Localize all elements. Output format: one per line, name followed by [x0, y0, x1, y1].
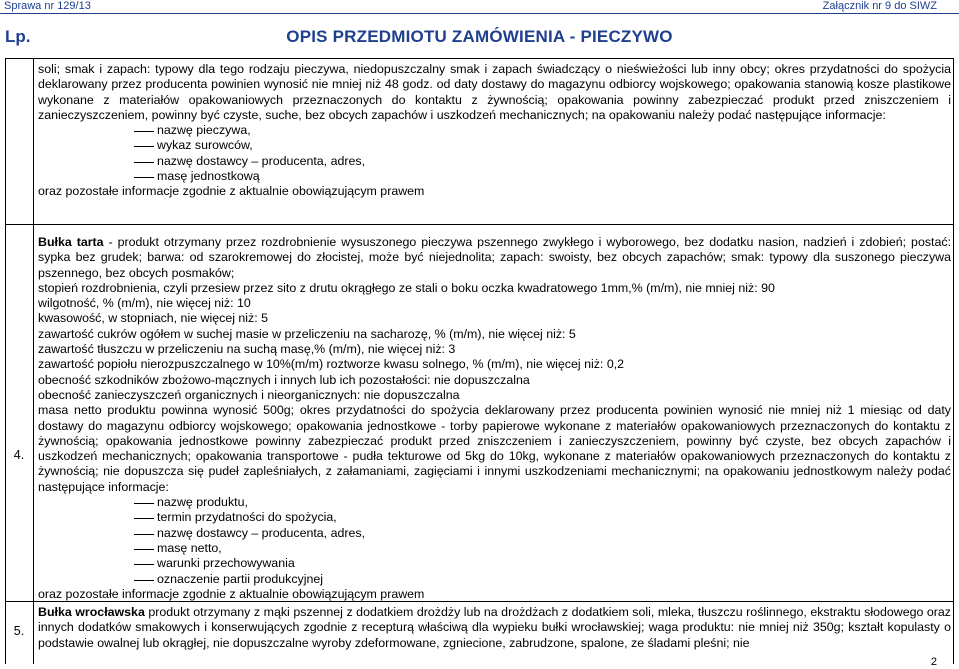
column-divider [33, 59, 34, 664]
specification-table [5, 58, 954, 664]
page-number: 2 [930, 656, 937, 668]
list-item: masę jednostkową [38, 169, 951, 184]
list-item: warunki przechowywania [38, 556, 951, 571]
list-item: nazwę dostawcy – producenta, adres, [38, 526, 951, 541]
case-reference: Sprawa nr 129/13 [4, 0, 91, 12]
list-item: nazwę dostawcy – producenta, adres, [38, 154, 951, 169]
row-4-label-list [38, 495, 951, 587]
row-3-paragraph: soli; smak i zapach: typowy dla tego rodzaju pieczywa, niedopuszczalny smak i zapach świadczący o nieświeżości lub inny obcy; okres przydatności do spożycia deklarowany przez producenta powinien wynosić nie mniej niż 48 godz. od daty dostawy do magazynu odbiorcy wojskowego; opakowania stanowią kosze plastikowe wykonane z materiałów opakowaniowych przeznaczonych do kontaktu z żywnością; opakowania powinny zabezpieczać produkt przed zniszczeniem i zanieczyszczeniem, powinny być czyste, suche, bez obcych zapachów i uszkodzeń mechanicznych; na opakowaniu należy podać następujące informacje: [38, 62, 951, 122]
row-3-label-list [38, 123, 951, 184]
row-4-description [38, 235, 951, 602]
product-description: - produkt otrzymany przez rozdrobnienie wysuszonego pieczywa pszennego zwykłego i wyborowego, bez dodatku nasion, nadzień i zdobień; postać: sypka bez grudek; barwa: od szarokremowej do złocistej, może być niejednolita; zapach: swoisty, bez obcych zapachów; smak: typowy dla suszonego pieczywa pszennego, bez obcych posmaków; [38, 235, 952, 280]
page-title: OPIS PRZEDMIOTU ZAMÓWIENIA - PIECZYWO [286, 27, 673, 46]
spec-line: zawartość popiołu nierozpuszczalnego w 10%(m/m) roztworze kwasu solnego, % (m/m), nie więcej niż: 0,2 [38, 357, 625, 372]
row-4-packaging: masa netto produktu powinna wynosić 500g; okres przydatności do spożycia deklarowany przez producenta powinien wynosić nie mniej niż 1 miesiąc od daty dostawy do magazynu odbiorcy wojskowego; opakowania jednostkowe - torby papierowe wykonane z materiałów opakowaniowych przeznaczonych do kontaktu z żywnością; opakowania jednostkowe powinny zabezpieczać produkt przed zniszczeniem i zanieczyszczeniem, powinny być czyste, bez obcych zapachów i uszkodzeń mechanicznych; opakowania transportowe - pudła tekturowe od 5kg do 10kg, wykonane z materiałów opakowaniowych przeznaczonych do kontaktu z żywnością; nie dopuszcza się pudeł zapleśniałych, z załamaniami, zagięciami i innymi uszkodzeniami mechanicznymi; na opakowaniu jednostkowym należy podać następujące informacje: [38, 403, 951, 494]
row-number: 4. [13, 448, 25, 462]
table-border-left [5, 59, 6, 664]
list-item: nazwę pieczywa, [38, 123, 951, 138]
spec-line: obecność zanieczyszczeń organicznych i nieorganicznych: nie dopuszczalna [38, 387, 460, 402]
row-4-intro [38, 235, 951, 281]
list-item: termin przydatności do spożycia, [38, 510, 951, 525]
row-number: 5. [13, 624, 25, 638]
list-item: oznaczenie partii produkcyjnej [38, 572, 951, 587]
row-divider [5, 224, 954, 225]
spec-line: stopień rozdrobnienia, czyli przesiew przez sito z drutu okrągłego ze stali o boku oczka kwadratowego 1mm,% (m/m), nie mniej niż: 90 [38, 280, 775, 295]
spec-line: obecność szkodników zbożowo-mącznych i innych lub ich pozostałości: nie dopuszczalna [38, 372, 530, 387]
product-description: produkt otrzymany z mąki pszennej z dodatkiem drożdży lub na drożdżach z dodatkiem soli, mleka, tłuszczu roślinnego, ekstraktu słodowego oraz innych dodatków smakowych i konserwujących zgodnie z recepturą właściwą dla wypieku bułki wrocławskiej; waga produktu: nie mniej niż 350g; kształt kopulasty o podstawie owalnej lub okrągłej, nie dopuszczalne wyroby zdeformowane, zgniecione, zabrudzone, spalone, ze śladami pleśni; nie [38, 605, 951, 650]
header-divider [0, 13, 959, 14]
row-5-description [38, 605, 951, 651]
row-3-description [38, 62, 951, 200]
table-heading [0, 25, 959, 53]
lp-column-header: Lp. [5, 27, 31, 46]
row-3-closing: oraz pozostałe informacje zgodnie z aktualnie obowiązującym prawem [38, 184, 425, 199]
spec-line: wilgotność, % (m/m), nie więcej niż: 10 [38, 296, 251, 311]
row-4-closing: oraz pozostałe informacje zgodnie z aktualnie obowiązującym prawem [38, 586, 425, 601]
spec-line: zawartość tłuszczu w przeliczeniu na suchą masę,% (m/m), nie więcej niż: 3 [38, 342, 456, 357]
product-name: Bułka tarta [38, 235, 104, 249]
product-name: Bułka wrocławska [38, 605, 145, 619]
list-item: masę netto, [38, 541, 951, 556]
spec-line: kwasowość, w stopniach, nie więcej niż: 5 [38, 311, 269, 326]
spec-line: zawartość cukrów ogółem w suchej masie w przeliczeniu na sacharozę, % (m/m), nie więcej niż: 5 [38, 326, 576, 341]
list-item: nazwę produktu, [38, 495, 951, 510]
attachment-label: Załącznik nr 9 do SIWZ [822, 0, 937, 12]
table-border-right [953, 59, 954, 664]
list-item: wykaz surowców, [38, 138, 951, 153]
